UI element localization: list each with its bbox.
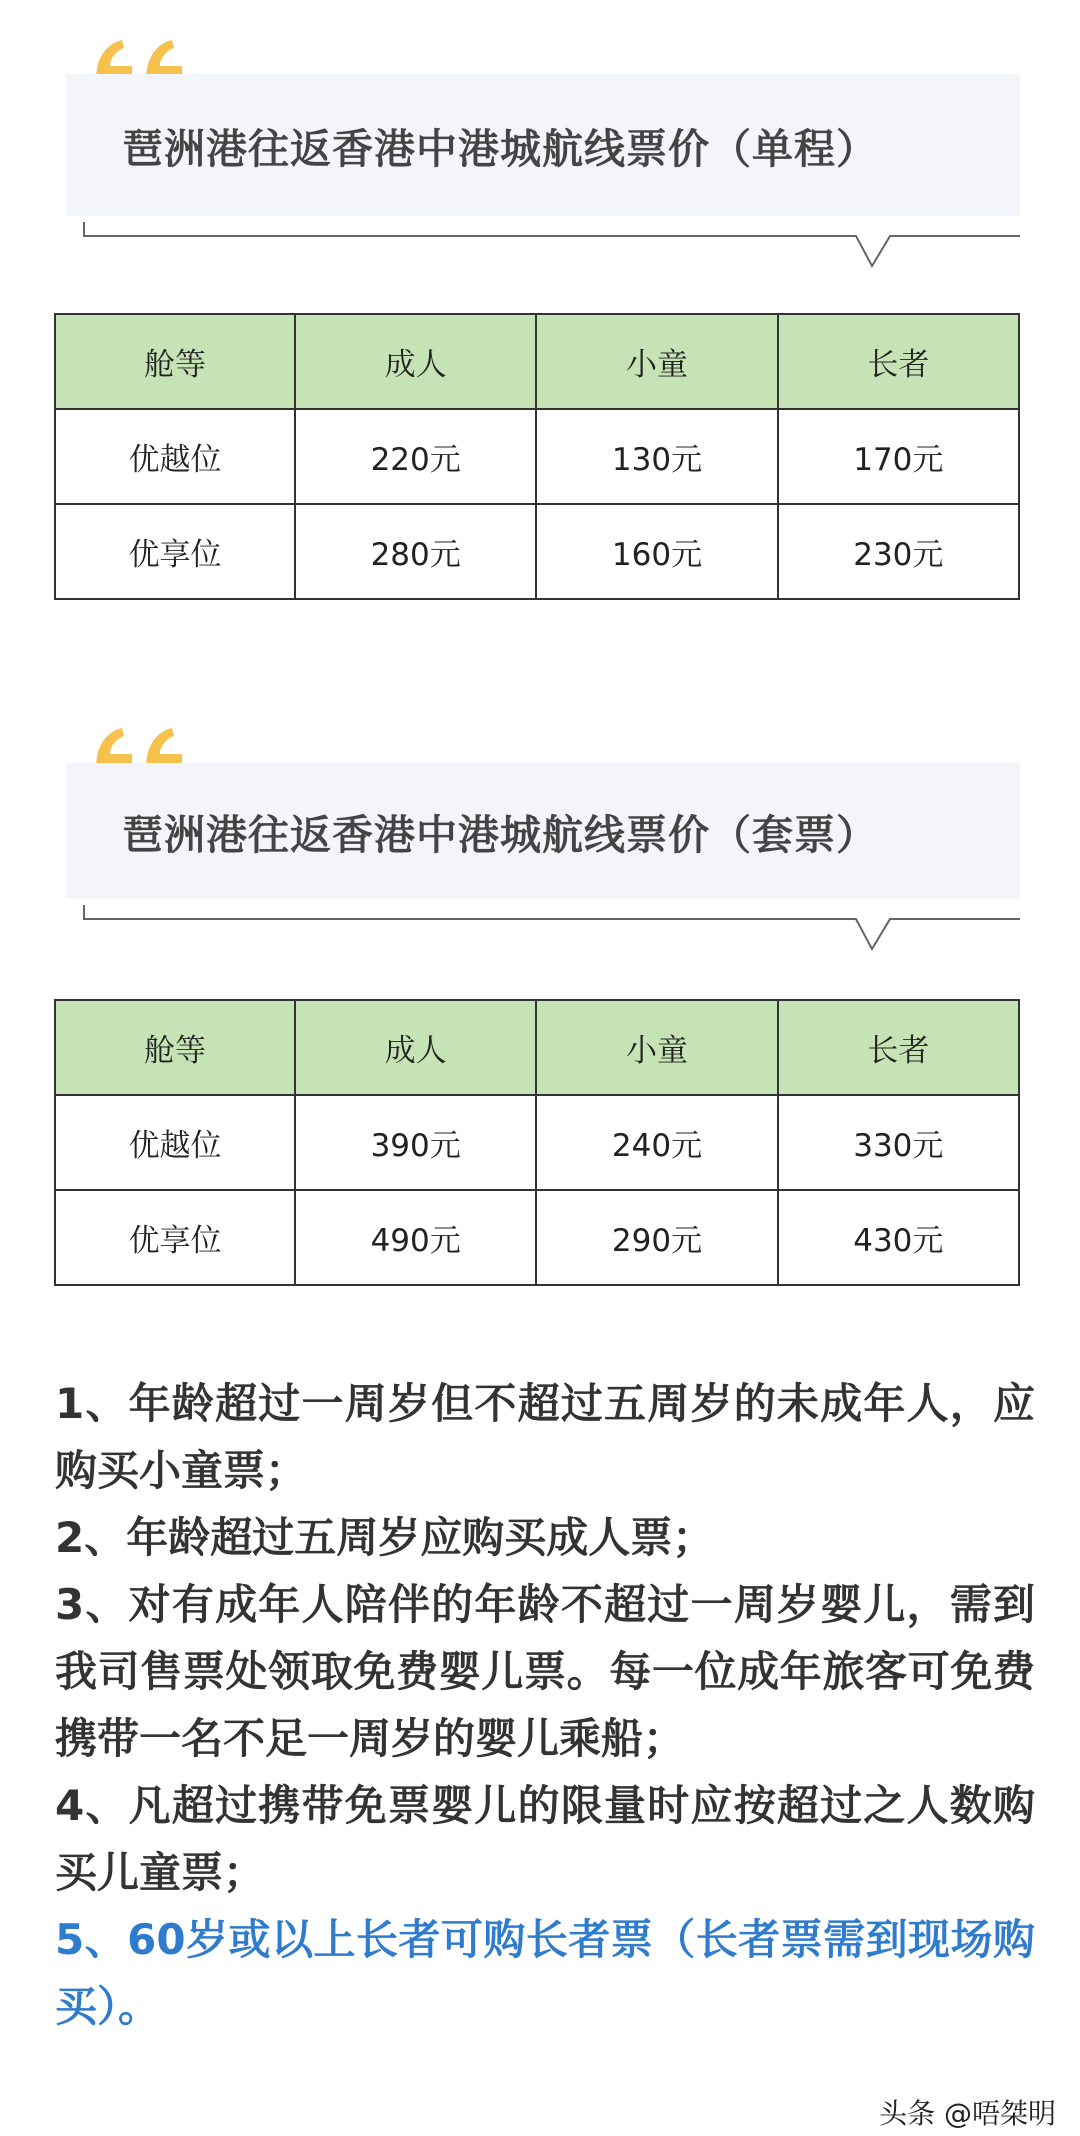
header-cabin: 舱等 xyxy=(55,314,295,409)
cell-cabin: 优越位 xyxy=(55,1095,295,1190)
header-adult: 成人 xyxy=(295,314,536,409)
cell-child: 240元 xyxy=(536,1095,777,1190)
cell-senior: 230元 xyxy=(778,504,1019,599)
rule-item-highlighted: 5、60岁或以上长者可购长者票（长者票需到现场购买）。 xyxy=(55,1915,1035,2031)
table-row xyxy=(55,1190,1019,1285)
section-title: 琶洲港往返香港中港城航线票价（单程） xyxy=(122,124,878,173)
cell-child: 290元 xyxy=(536,1190,777,1285)
rule-item: 1、年龄超过一周岁但不超过五周岁的未成年人，应购买小童票； xyxy=(55,1379,1035,1495)
cell-senior: 430元 xyxy=(778,1190,1019,1285)
table-header-row xyxy=(55,1000,1019,1095)
table-header-row xyxy=(55,314,1019,409)
cell-senior: 330元 xyxy=(778,1095,1019,1190)
cell-cabin: 优越位 xyxy=(55,409,295,504)
section-title-box xyxy=(66,74,1020,216)
cell-senior: 170元 xyxy=(778,409,1019,504)
rule-item: 4、凡超过携带免票婴儿的限量时应按超过之人数购买儿童票； xyxy=(55,1781,1035,1897)
callout-pointer xyxy=(84,905,1020,945)
cell-cabin: 优享位 xyxy=(55,1190,295,1285)
section-title: 琶洲港往返香港中港城航线票价（套票） xyxy=(122,810,878,859)
section-title-box xyxy=(66,763,1020,899)
watermark: 头条 @唔桀明 xyxy=(879,2097,1056,2130)
header-senior: 长者 xyxy=(778,1000,1019,1095)
ticket-rules xyxy=(55,1370,1035,2040)
rule-item: 2、年龄超过五周岁应购买成人票； xyxy=(55,1513,715,1562)
header-child: 小童 xyxy=(536,314,777,409)
table-row xyxy=(55,409,1019,504)
cell-adult: 390元 xyxy=(295,1095,536,1190)
rule-item: 3、对有成年人陪伴的年龄不超过一周岁婴儿，需到我司售票处领取免费婴儿票。每一位成年旅客可免费携带一名不足一周岁的婴儿乘船； xyxy=(55,1580,1035,1763)
cell-adult: 490元 xyxy=(295,1190,536,1285)
cell-cabin: 优享位 xyxy=(55,504,295,599)
cell-child: 160元 xyxy=(536,504,777,599)
table-row xyxy=(55,1095,1019,1190)
price-table-single xyxy=(54,313,1020,600)
cell-adult: 280元 xyxy=(295,504,536,599)
header-cabin: 舱等 xyxy=(55,1000,295,1095)
callout-pointer xyxy=(84,222,1020,262)
header-adult: 成人 xyxy=(295,1000,536,1095)
cell-child: 130元 xyxy=(536,409,777,504)
price-table-package xyxy=(54,999,1020,1286)
header-senior: 长者 xyxy=(778,314,1019,409)
cell-adult: 220元 xyxy=(295,409,536,504)
header-child: 小童 xyxy=(536,1000,777,1095)
table-row xyxy=(55,504,1019,599)
